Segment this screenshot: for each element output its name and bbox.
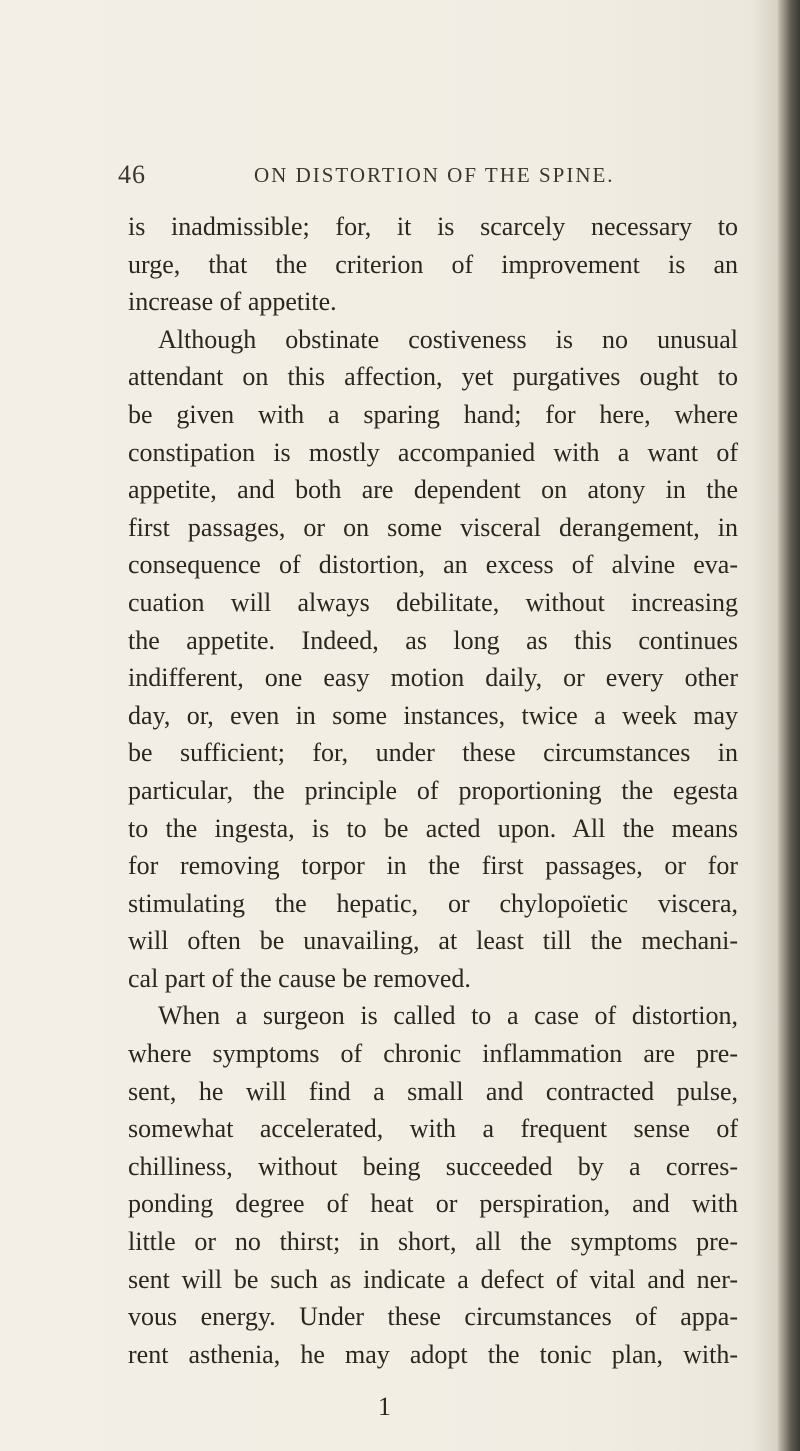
text-line: ponding degree of heat or perspiration, and with	[128, 1189, 738, 1219]
text-line: for removing torpor in the first passages, or for	[128, 851, 738, 881]
text-line: cuation will always debilitate, without increasing	[128, 587, 738, 617]
text-line: where symptoms of chronic inflammation are pre-	[128, 1039, 738, 1069]
text-line: will often be unavailing, at least till the mechani-	[128, 926, 738, 956]
text-line: be sufficient; for, under these circumstances in	[128, 738, 738, 768]
text-line: urge, that the criterion of improvement is an	[128, 249, 738, 279]
text-line: to the ingesta, is to be acted upon. All the means	[128, 813, 738, 843]
text-line: vous energy. Under these circumstances of appa-	[128, 1302, 738, 1332]
text-line: chilliness, without being succeeded by a corres-	[128, 1151, 738, 1181]
text-line: be given with a sparing hand; for here, where	[128, 399, 738, 429]
text-line: sent will be such as indicate a defect of vital and ner-	[128, 1264, 738, 1294]
text-line: sent, he will find a small and contracted pulse,	[128, 1076, 738, 1106]
text-line: indifferent, one easy motion daily, or every other	[128, 663, 738, 693]
text-line: little or no thirst; in short, all the symptoms pre-	[128, 1227, 738, 1257]
running-head: ON DISTORTION OF THE SPINE.	[254, 163, 615, 187]
text-line: consequence of distortion, an excess of alvine eva-	[128, 550, 738, 580]
page-number: 46	[118, 160, 146, 189]
text-line: When a surgeon is called to a case of distortion,	[158, 1001, 738, 1031]
text-line: day, or, even in some instances, twice a week may	[128, 700, 738, 730]
text-line: increase of appetite.	[128, 287, 337, 317]
page-header	[118, 160, 738, 200]
text-line: is inadmissible; for, it is scarcely necessary to	[128, 212, 738, 241]
signature-mark: 1	[378, 1392, 391, 1421]
text-line: appetite, and both are dependent on atony in the	[128, 475, 738, 505]
text-line: particular, the principle of proportioning the egesta	[128, 775, 738, 805]
body-text	[128, 208, 738, 1373]
text-line: Although obstinate costiveness is no unusual	[158, 324, 738, 354]
text-line: stimulating the hepatic, or chylopoïetic viscera,	[128, 888, 738, 918]
text-line: rent asthenia, he may adopt the tonic plan, with-	[128, 1339, 738, 1369]
text-line: first passages, or on some visceral derangement, in	[128, 512, 738, 542]
page-edge-shadow	[778, 0, 800, 1451]
text-line: somewhat accelerated, with a frequent sense of	[128, 1114, 738, 1144]
text-line: cal part of the cause be removed.	[128, 963, 471, 993]
text-line: constipation is mostly accompanied with a want of	[128, 437, 738, 467]
text-line: the appetite. Indeed, as long as this continues	[128, 625, 738, 655]
text-line: attendant on this affection, yet purgatives ought to	[128, 362, 738, 392]
